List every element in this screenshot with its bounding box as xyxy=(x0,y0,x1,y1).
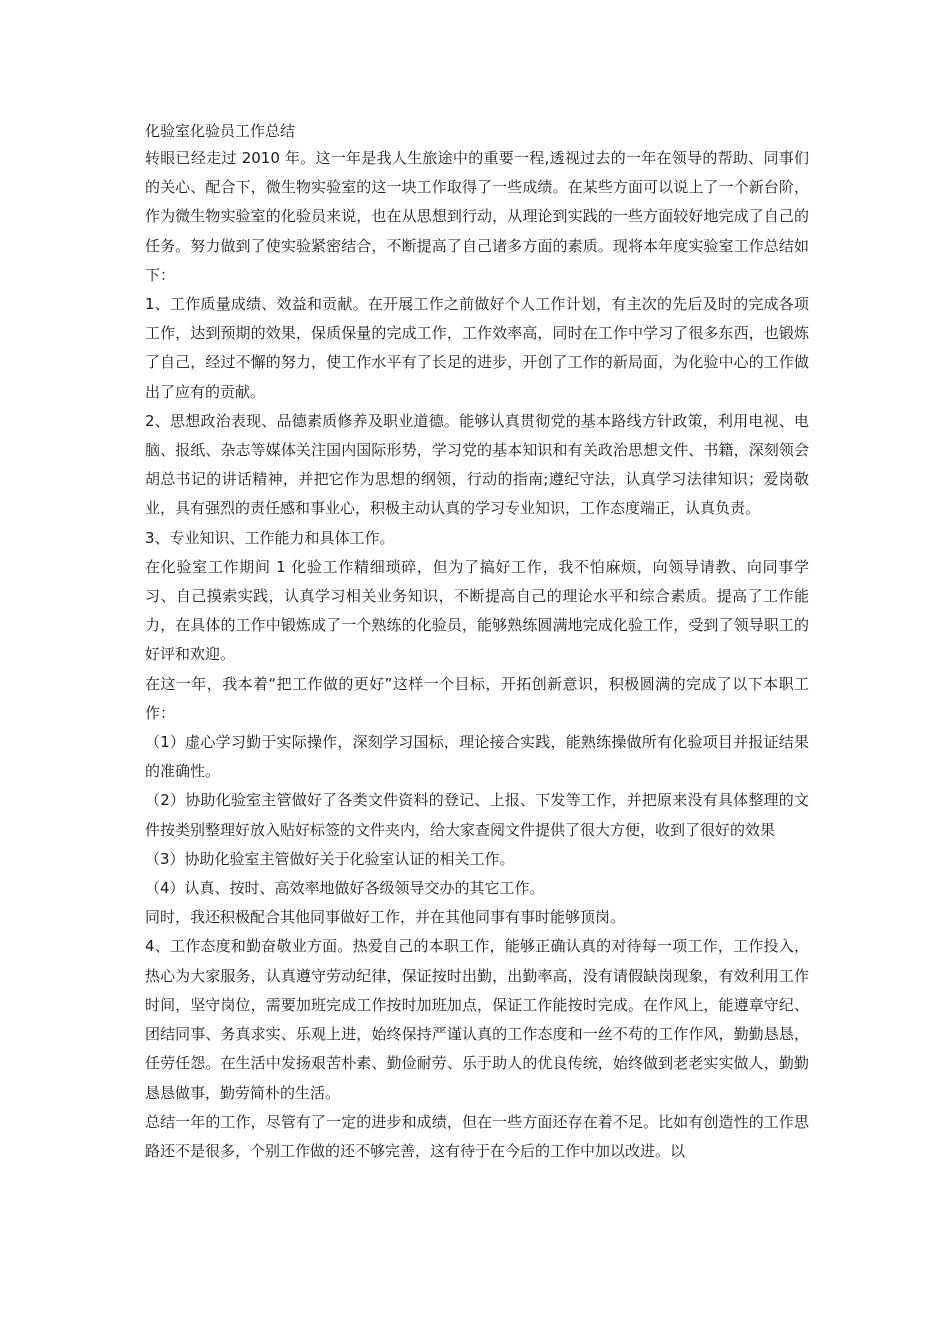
goal-paragraph: 在这一年，我本着“把工作做的更好”这样一个目标，开拓创新意识，积极圆满的完成了以下本职工作： xyxy=(145,674,809,722)
duty-item-3: （3）协助化验室主管做好关于化验室认证的相关工作。 xyxy=(145,849,515,868)
document-page xyxy=(145,118,809,1166)
section-4-paragraph: 4、工作态度和勤奋敬业方面。热爱自己的本职工作，能够正确认真的对待每一项工作，工作投入，热心为大家服务，认真遵守劳动纪律，保证按时出勤，出勤率高，没有请假缺岗现象，有效利用工作时间，坚守岗位，需要加班完成工作按时加班加点，保证工作能按时完成。在作风上，能遵章守纪、团结同事、务真求实、乐观上进，始终保持严谨认真的工作态度和一丝不苟的工作作风，勤勤恳恳，任劳任怨。在生活中发扬艰苦朴素、勤俭耐劳、乐于助人的优良传统，始终做到老老实实做人，勤勤恳恳做事，勤劳简朴的生活。 xyxy=(145,937,809,1102)
section-3-heading: 3、专业知识、工作能力和具体工作。 xyxy=(145,528,395,547)
duty-item-2: （2）协助化验室主管做好了各类文件资料的登记、上报、下发等工作，并把原来没有具体整理的文件按类别整理好放入贴好标签的文件夹内，给大家查阅文件提供了很大方便，收到了很好的效果 xyxy=(145,791,809,839)
intro-paragraph: 转眼已经走过 2010 年。这一年是我人生旅途中的重要一程,透视过去的一年在领导的帮助、同事们的关心、配合下，微生物实验室的这一块工作取得了一些成绩。在某些方面可以说上了一个新台阶，作为微生物实验室的化验员来说，也在从思想到行动，从理论到实践的一些方面较好地完成了自己的任务。努力做到了使实验紧密结合，不断提高了自己诸多方面的素质。现将本年度实验室工作总结如下： xyxy=(145,149,809,284)
duty-item-1: （1）虚心学习勤于实际操作，深刻学习国标，理论接合实践，能熟练操做所有化验项目并报证结果的准确性。 xyxy=(145,733,809,781)
duty-item-4: （4）认真、按时、高效率地做好各级领导交办的其它工作。 xyxy=(145,879,545,898)
section-3-paragraph: 在化验室工作期间 1 化验工作精细琐碎，但为了搞好工作，我不怕麻烦，向领导请教、向同事学习、自己摸索实践，认真学习相关业务知识，不断提高自己的理论水平和综合素质。提高了工作能力，在具体的工作中锻炼成了一个熟练的化验员，能够熟练圆满地完成化验工作，受到了领导职工的好评和欢迎。 xyxy=(145,557,809,664)
section-2-paragraph: 2、思想政治表现、品德素质修养及职业道德。能够认真贯彻党的基本路线方针政策，利用电视、电脑、报纸、杂志等媒体关注国内国际形势，学习党的基本知识和有关政治思想文件、书籍，深刻领会胡总书记的讲话精神，并把它作为思想的纲领，行动的指南;遵纪守法，认真学习法律知识；爱岗敬业，具有强烈的责任感和事业心，积极主动认真的学习专业知识，工作态度端正，认真负责。 xyxy=(145,411,809,518)
summary-paragraph: 总结一年的工作，尽管有了一定的进步和成绩，但在一些方面还存在着不足。比如有创造性的工作思路还不是很多，个别工作做的还不够完善，这有待于在今后的工作中加以改进。以 xyxy=(145,1112,809,1160)
cooperation-paragraph: 同时，我还积极配合其他同事做好工作，并在其他同事有事时能够顶岗。 xyxy=(145,908,626,927)
section-1-paragraph: 1、工作质量成绩、效益和贡献。在开展工作之前做好个人工作计划，有主次的先后及时的完成各项工作，达到预期的效果，保质保量的完成工作，工作效率高，同时在工作中学习了很多东西，也锻炼了自己，经过不懈的努力，使工作水平有了长足的进步，开创了工作的新局面，为化验中心的工作做出了应有的贡献。 xyxy=(145,295,809,401)
document-title: 化验室化验员工作总结 xyxy=(145,122,296,140)
